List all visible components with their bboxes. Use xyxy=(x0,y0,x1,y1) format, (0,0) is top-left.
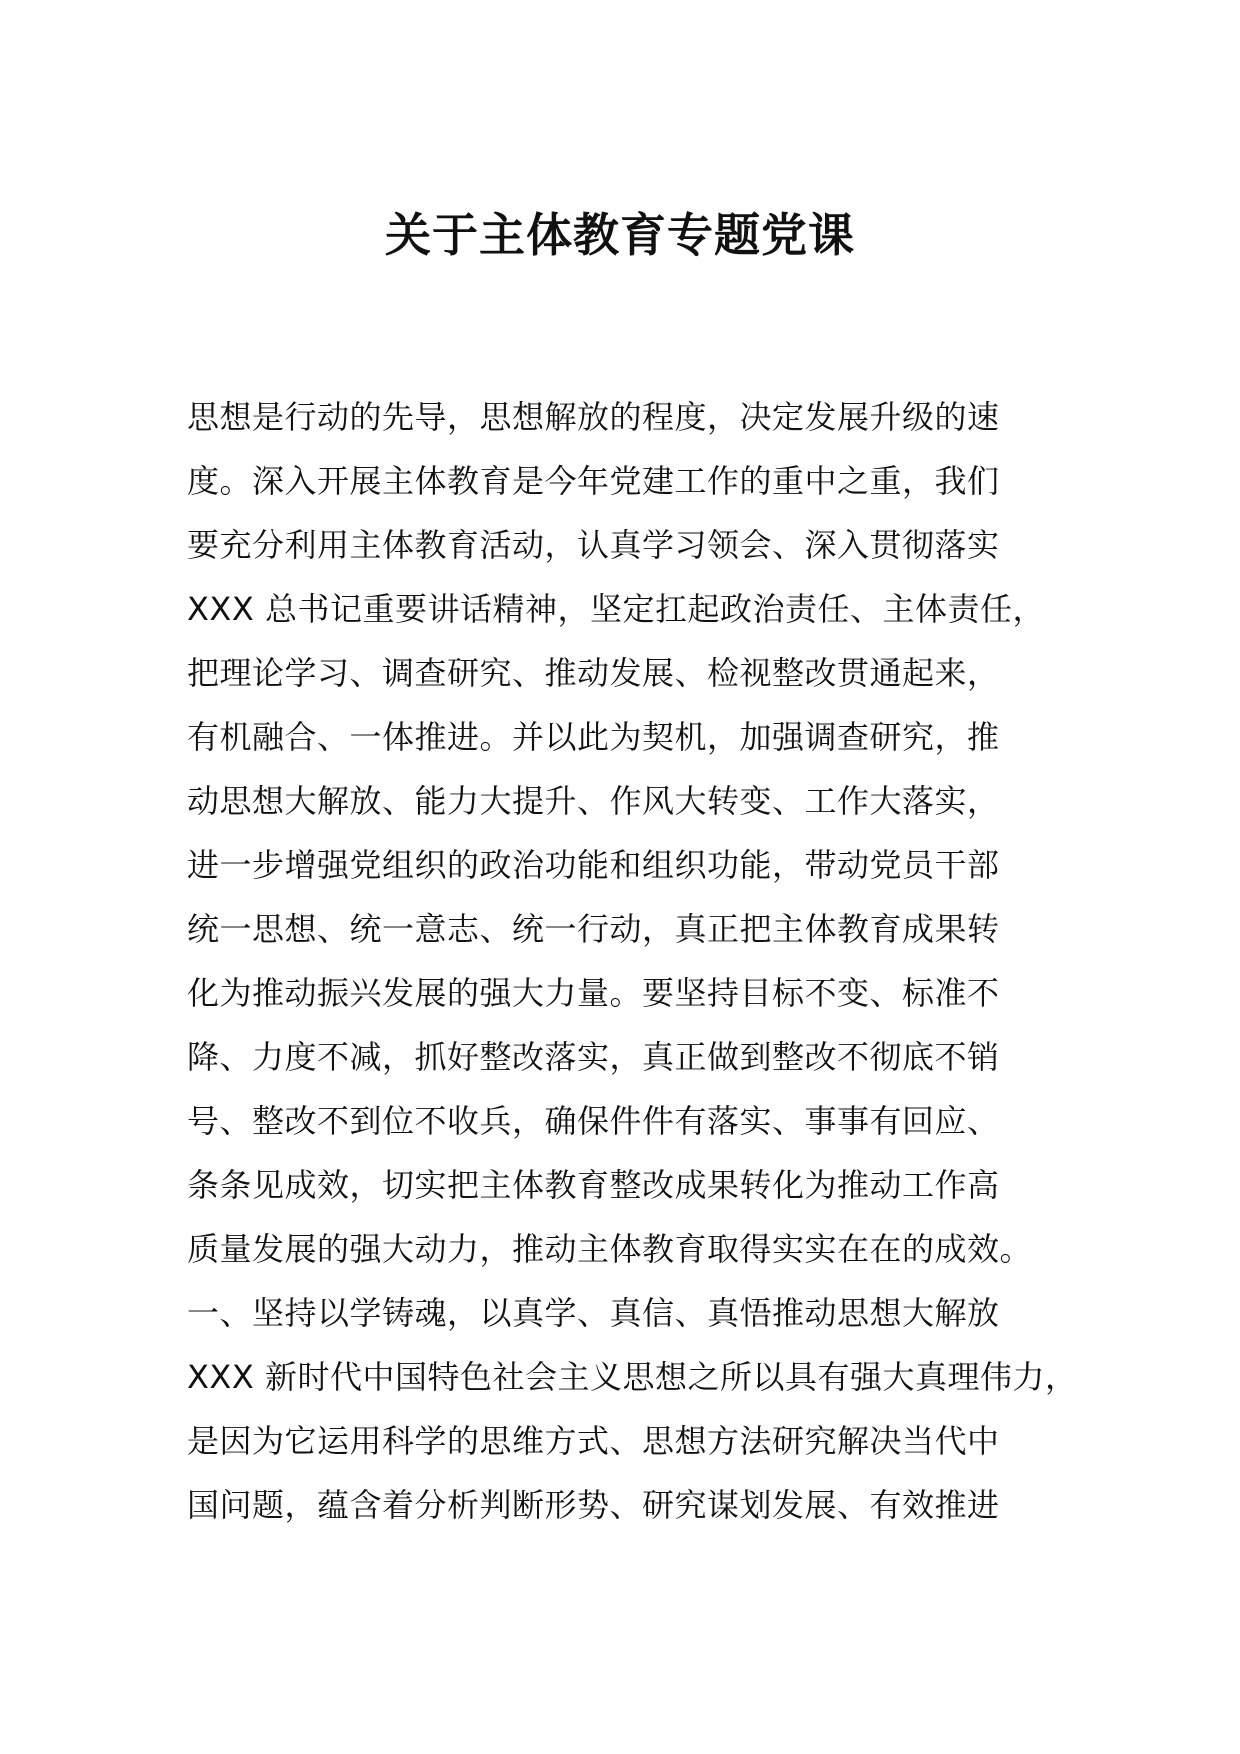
body-line: 动思想大解放、能力大提升、作风大转变、工作大落实， xyxy=(187,782,1000,820)
body-line: 统一思想、统一意志、统一行动，真正把主体教育成果转 xyxy=(187,910,1000,948)
body-line: XXX 新时代中国特色社会主义思想之所以具有强大真理伟力， xyxy=(187,1358,1078,1396)
body-line: 降、力度不减，抓好整改落实，真正做到整改不彻底不销 xyxy=(187,1038,1000,1076)
body-line: 度。深入开展主体教育是今年党建工作的重中之重，我们 xyxy=(187,462,1000,500)
body-line: 要充分利用主体教育活动，认真学习领会、深入贯彻落实 xyxy=(187,526,1000,564)
body-line: 是因为它运用科学的思维方式、思想方法研究解决当代中 xyxy=(187,1422,1000,1460)
document-body xyxy=(187,385,1147,1537)
body-line: 进一步增强党组织的政治功能和组织功能，带动党员干部 xyxy=(187,846,1000,884)
body-line: 把理论学习、调查研究、推动发展、检视整改贯通起来， xyxy=(187,654,1000,692)
document-title: 关于主体教育专题党课 xyxy=(385,208,855,262)
section-heading: 一、坚持以学铸魂，以真学、真信、真悟推动思想大解放 xyxy=(187,1294,1000,1332)
body-line: 国问题，蕴含着分析判断形势、研究谋划发展、有效推进 xyxy=(187,1486,1000,1524)
body-line: 号、整改不到位不收兵，确保件件有落实、事事有回应、 xyxy=(187,1102,1000,1140)
body-line: 质量发展的强大动力，推动主体教育取得实实在在的成效。 xyxy=(187,1230,1033,1268)
body-line: XXX 总书记重要讲话精神，坚定扛起政治责任、主体责任， xyxy=(187,590,1045,628)
body-line: 思想是行动的先导，思想解放的程度，决定发展升级的速 xyxy=(187,398,1000,436)
body-line: 化为推动振兴发展的强大力量。要坚持目标不变、标准不 xyxy=(187,974,1000,1012)
body-line: 条条见成效，切实把主体教育整改成果转化为推动工作高 xyxy=(187,1166,1000,1204)
body-line: 有机融合、一体推进。并以此为契机，加强调查研究，推 xyxy=(187,718,1000,756)
